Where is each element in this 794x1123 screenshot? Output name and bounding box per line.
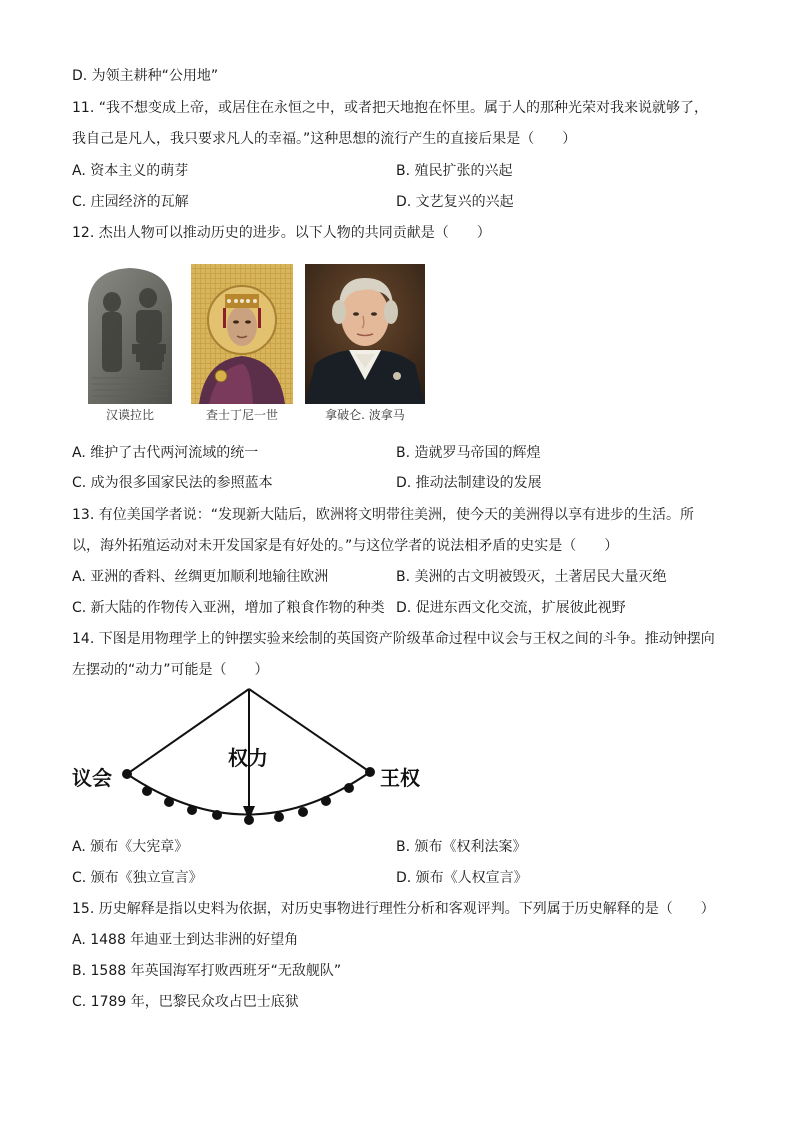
caption-napoleon: 拿破仑. 波拿马 — [325, 408, 405, 422]
justinian-mosaic-image — [191, 264, 293, 404]
pendulum-diagram — [60, 684, 480, 834]
label-royal-power: 王权 — [380, 766, 420, 790]
caption-hammurabi: 汉谟拉比 — [105, 408, 154, 422]
q13-option-d: D. 促进东西文化交流，扩展彼此视野 — [396, 600, 626, 616]
q12-option-c: C. 成为很多国家民法的参照蓝本 — [72, 475, 273, 491]
q14-option-a: A. 颁布《大宪章》 — [72, 839, 189, 855]
q11-stem-line2: 我自己是凡人，我只要求凡人的幸福。”这种思想的流行产生的直接后果是（ ） — [72, 131, 577, 147]
q11-option-d: D. 文艺复兴的兴起 — [396, 194, 514, 210]
q13-option-b: B. 美洲的古文明被毁灭，土著居民大量灭绝 — [396, 569, 667, 585]
q10-option-d: D. 为领主耕种“公用地” — [72, 68, 219, 84]
q12-option-b: B. 造就罗马帝国的辉煌 — [396, 445, 541, 461]
q15-stem: 15. 历史解释是指以史料为依据，对历史事物进行理性分析和客观评判。下列属于历史解释的是（ ） — [72, 901, 715, 917]
q14-option-d: D. 颁布《人权宣言》 — [396, 870, 528, 886]
label-power: 权力 — [228, 746, 268, 770]
q14-stem-line1: 14. 下图是用物理学上的钟摆实验来绘制的英国资产阶级革命过程中议会与王权之间的斗争。推动钟摆向 — [72, 631, 715, 647]
q12-option-d: D. 推动法制建设的发展 — [396, 475, 542, 491]
q11-option-b: B. 殖民扩张的兴起 — [396, 163, 513, 179]
q13-stem-line2: 以，海外拓殖运动对未开发国家是有好处的。”与这位学者的说法相矛盾的史实是（ ） — [72, 538, 619, 554]
q12-stem: 12. 杰出人物可以推动历史的进步。以下人物的共同贡献是（ ） — [72, 225, 491, 241]
q11-option-c: C. 庄园经济的瓦解 — [72, 194, 189, 210]
q12-option-a: A. 维护了古代两河流域的统一 — [72, 445, 259, 461]
q15-option-a: A. 1488 年迪亚士到达非洲的好望角 — [72, 932, 299, 948]
q14-option-b: B. 颁布《权利法案》 — [396, 839, 527, 855]
napoleon-portrait-image — [305, 264, 425, 404]
q15-option-c: C. 1789 年，巴黎民众攻占巴士底狱 — [72, 994, 299, 1010]
q11-option-a: A. 资本主义的萌芽 — [72, 163, 189, 179]
q13-stem-line1: 13. 有位美国学者说：“发现新大陆后，欧洲将文明带往美洲，使今天的美洲得以享有进步的生活。所 — [72, 507, 694, 523]
q11-stem-line1: 11. “我不想变成上帝，或居住在永恒之中，或者把天地抱在怀里。属于人的那种光荣对我来说就够了， — [72, 100, 708, 116]
q13-option-a: A. 亚洲的香料、丝绸更加顺利地输往欧洲 — [72, 569, 329, 585]
q13-option-c: C. 新大陆的作物传入亚洲，增加了粮食作物的种类 — [72, 600, 385, 616]
caption-justinian: 查士丁尼一世 — [205, 408, 278, 422]
hammurabi-stele-image — [82, 264, 178, 404]
q15-option-b: B. 1588 年英国海军打败西班牙“无敌舰队” — [72, 963, 342, 979]
label-parliament: 议会 — [72, 766, 112, 790]
q14-option-c: C. 颁布《独立宣言》 — [72, 870, 203, 886]
q14-stem-line2: 左摆动的“动力”可能是（ ） — [72, 662, 269, 678]
